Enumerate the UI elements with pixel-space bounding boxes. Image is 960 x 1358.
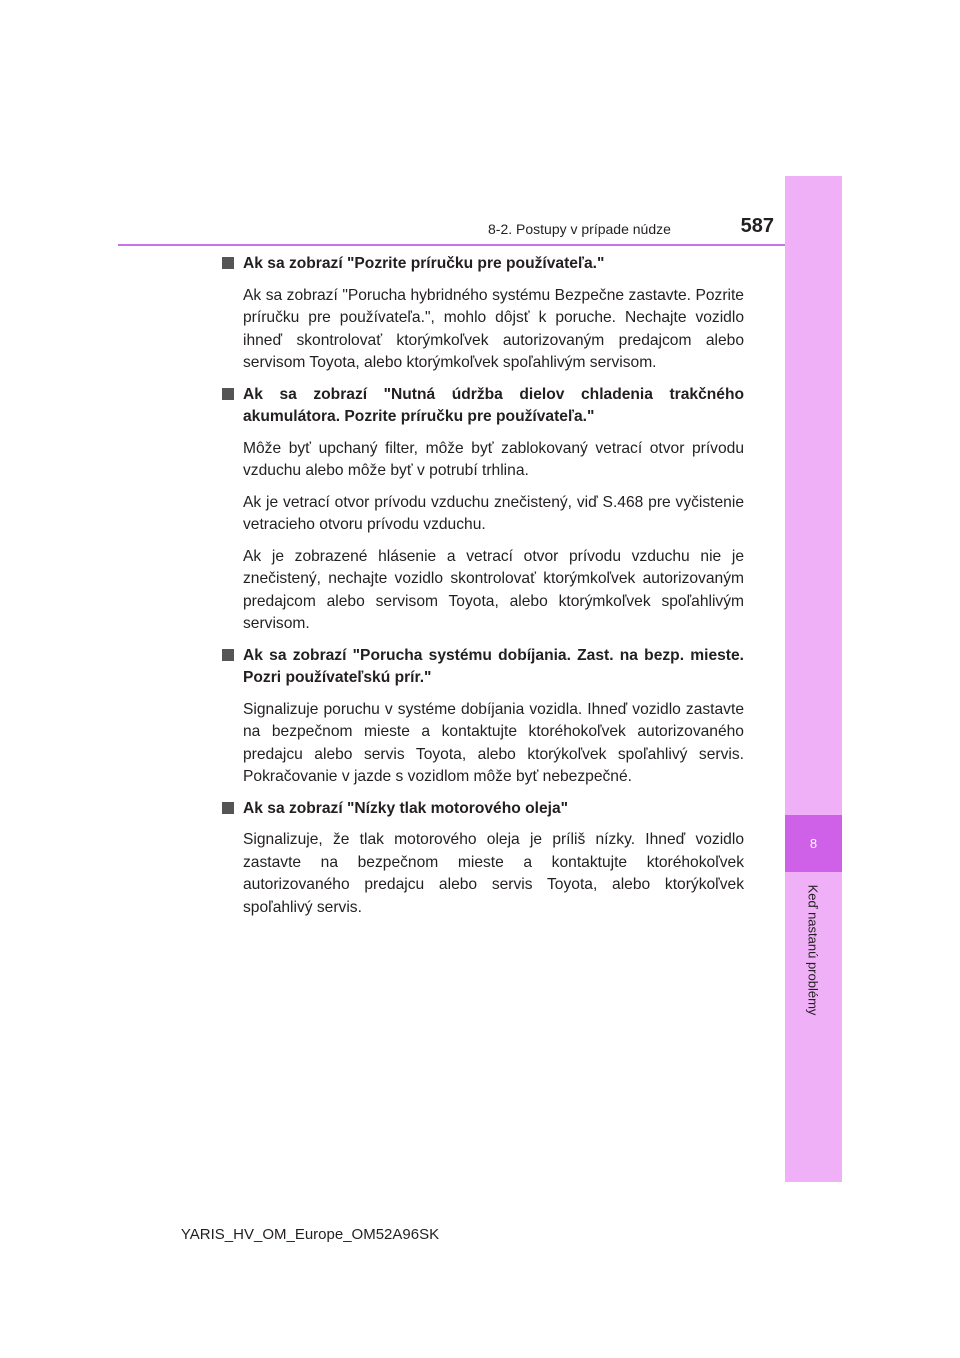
item-heading: Ak sa zobrazí "Nízky tlak motorového oleja" — [243, 799, 569, 817]
message-item — [222, 798, 744, 920]
item-paragraph: Signalizuje, že tlak motorového oleja je príliš nízky. Ihneď vozidlo zastavte na bezpečnom mieste a kontaktujte ktoréhokoľvek autorizovaného predajcu alebo servis Toyota, alebo ktorýkoľvek spoľahlivý servis. — [243, 831, 744, 916]
page-number: 587 — [740, 215, 774, 237]
document-code-footer: YARIS_HV_OM_Europe_OM52A96SK — [180, 1226, 440, 1243]
header-section-title: 8-2. Postupy v prípade núdze — [488, 221, 671, 237]
item-paragraph: Signalizuje poruchu v systéme dobíjania vozidla. Ihneď vozidlo zastavte na bezpečnom mieste a kontaktujte ktoréhokoľvek autorizovaného predajcu alebo servis Toyota, alebo ktorýkoľvek spoľahlivý servis. Pokračovanie v jazde s vozidlom môže byť nebezpečné. — [243, 700, 744, 785]
item-paragraph: Ak je zobrazené hlásenie a vetrací otvor prívodu vzduchu nie je znečistený, nechajte vozidlo skontrolovať ktorýmkoľvek autorizovaným predajcom alebo servisom Toyota, alebo ktorýmkoľvek spoľahlivým servisom. — [243, 547, 744, 632]
square-bullet-icon — [222, 257, 234, 269]
message-item — [222, 384, 744, 636]
chapter-number-tab: 8 — [785, 815, 842, 872]
item-heading: Ak sa zobrazí "Porucha systému dobíjania. Zast. na bezp. mieste. Pozri používateľskú prír." — [243, 646, 744, 686]
square-bullet-icon — [222, 649, 234, 661]
item-paragraph: Môže byť upchaný filter, môže byť zablokovaný vetrací otvor prívodu vzduchu alebo môže byť v potrubí trhlina. — [243, 439, 744, 479]
message-item — [222, 645, 744, 789]
main-content — [222, 253, 744, 928]
square-bullet-icon — [222, 388, 234, 400]
square-bullet-icon — [222, 802, 234, 814]
item-paragraph: Ak sa zobrazí "Porucha hybridného systému Bezpečne zastavte. Pozrite príručku pre používateľa.", mohlo dôjsť k poruche. Nechajte vozidlo ihneď skontrolovať ktorýmkoľvek autorizovaným predajcom alebo servisom Toyota, alebo ktorýmkoľvek spoľahlivým servisom. — [243, 286, 744, 371]
chapter-title-vertical: Keď nastanú problémy — [805, 884, 821, 1016]
item-paragraph: Ak je vetrací otvor prívodu vzduchu znečistený, viď S.468 pre vyčistenie vetracieho otvoru prívodu vzduchu. — [243, 493, 744, 533]
message-item — [222, 253, 744, 375]
chapter-tab-strip — [785, 176, 842, 1182]
item-heading: Ak sa zobrazí "Nutná údržba dielov chladenia trakčného akumulátora. Pozrite príručku pre používateľa." — [243, 385, 744, 425]
header-divider — [118, 244, 785, 246]
item-heading: Ak sa zobrazí "Pozrite príručku pre používateľa." — [243, 255, 605, 272]
